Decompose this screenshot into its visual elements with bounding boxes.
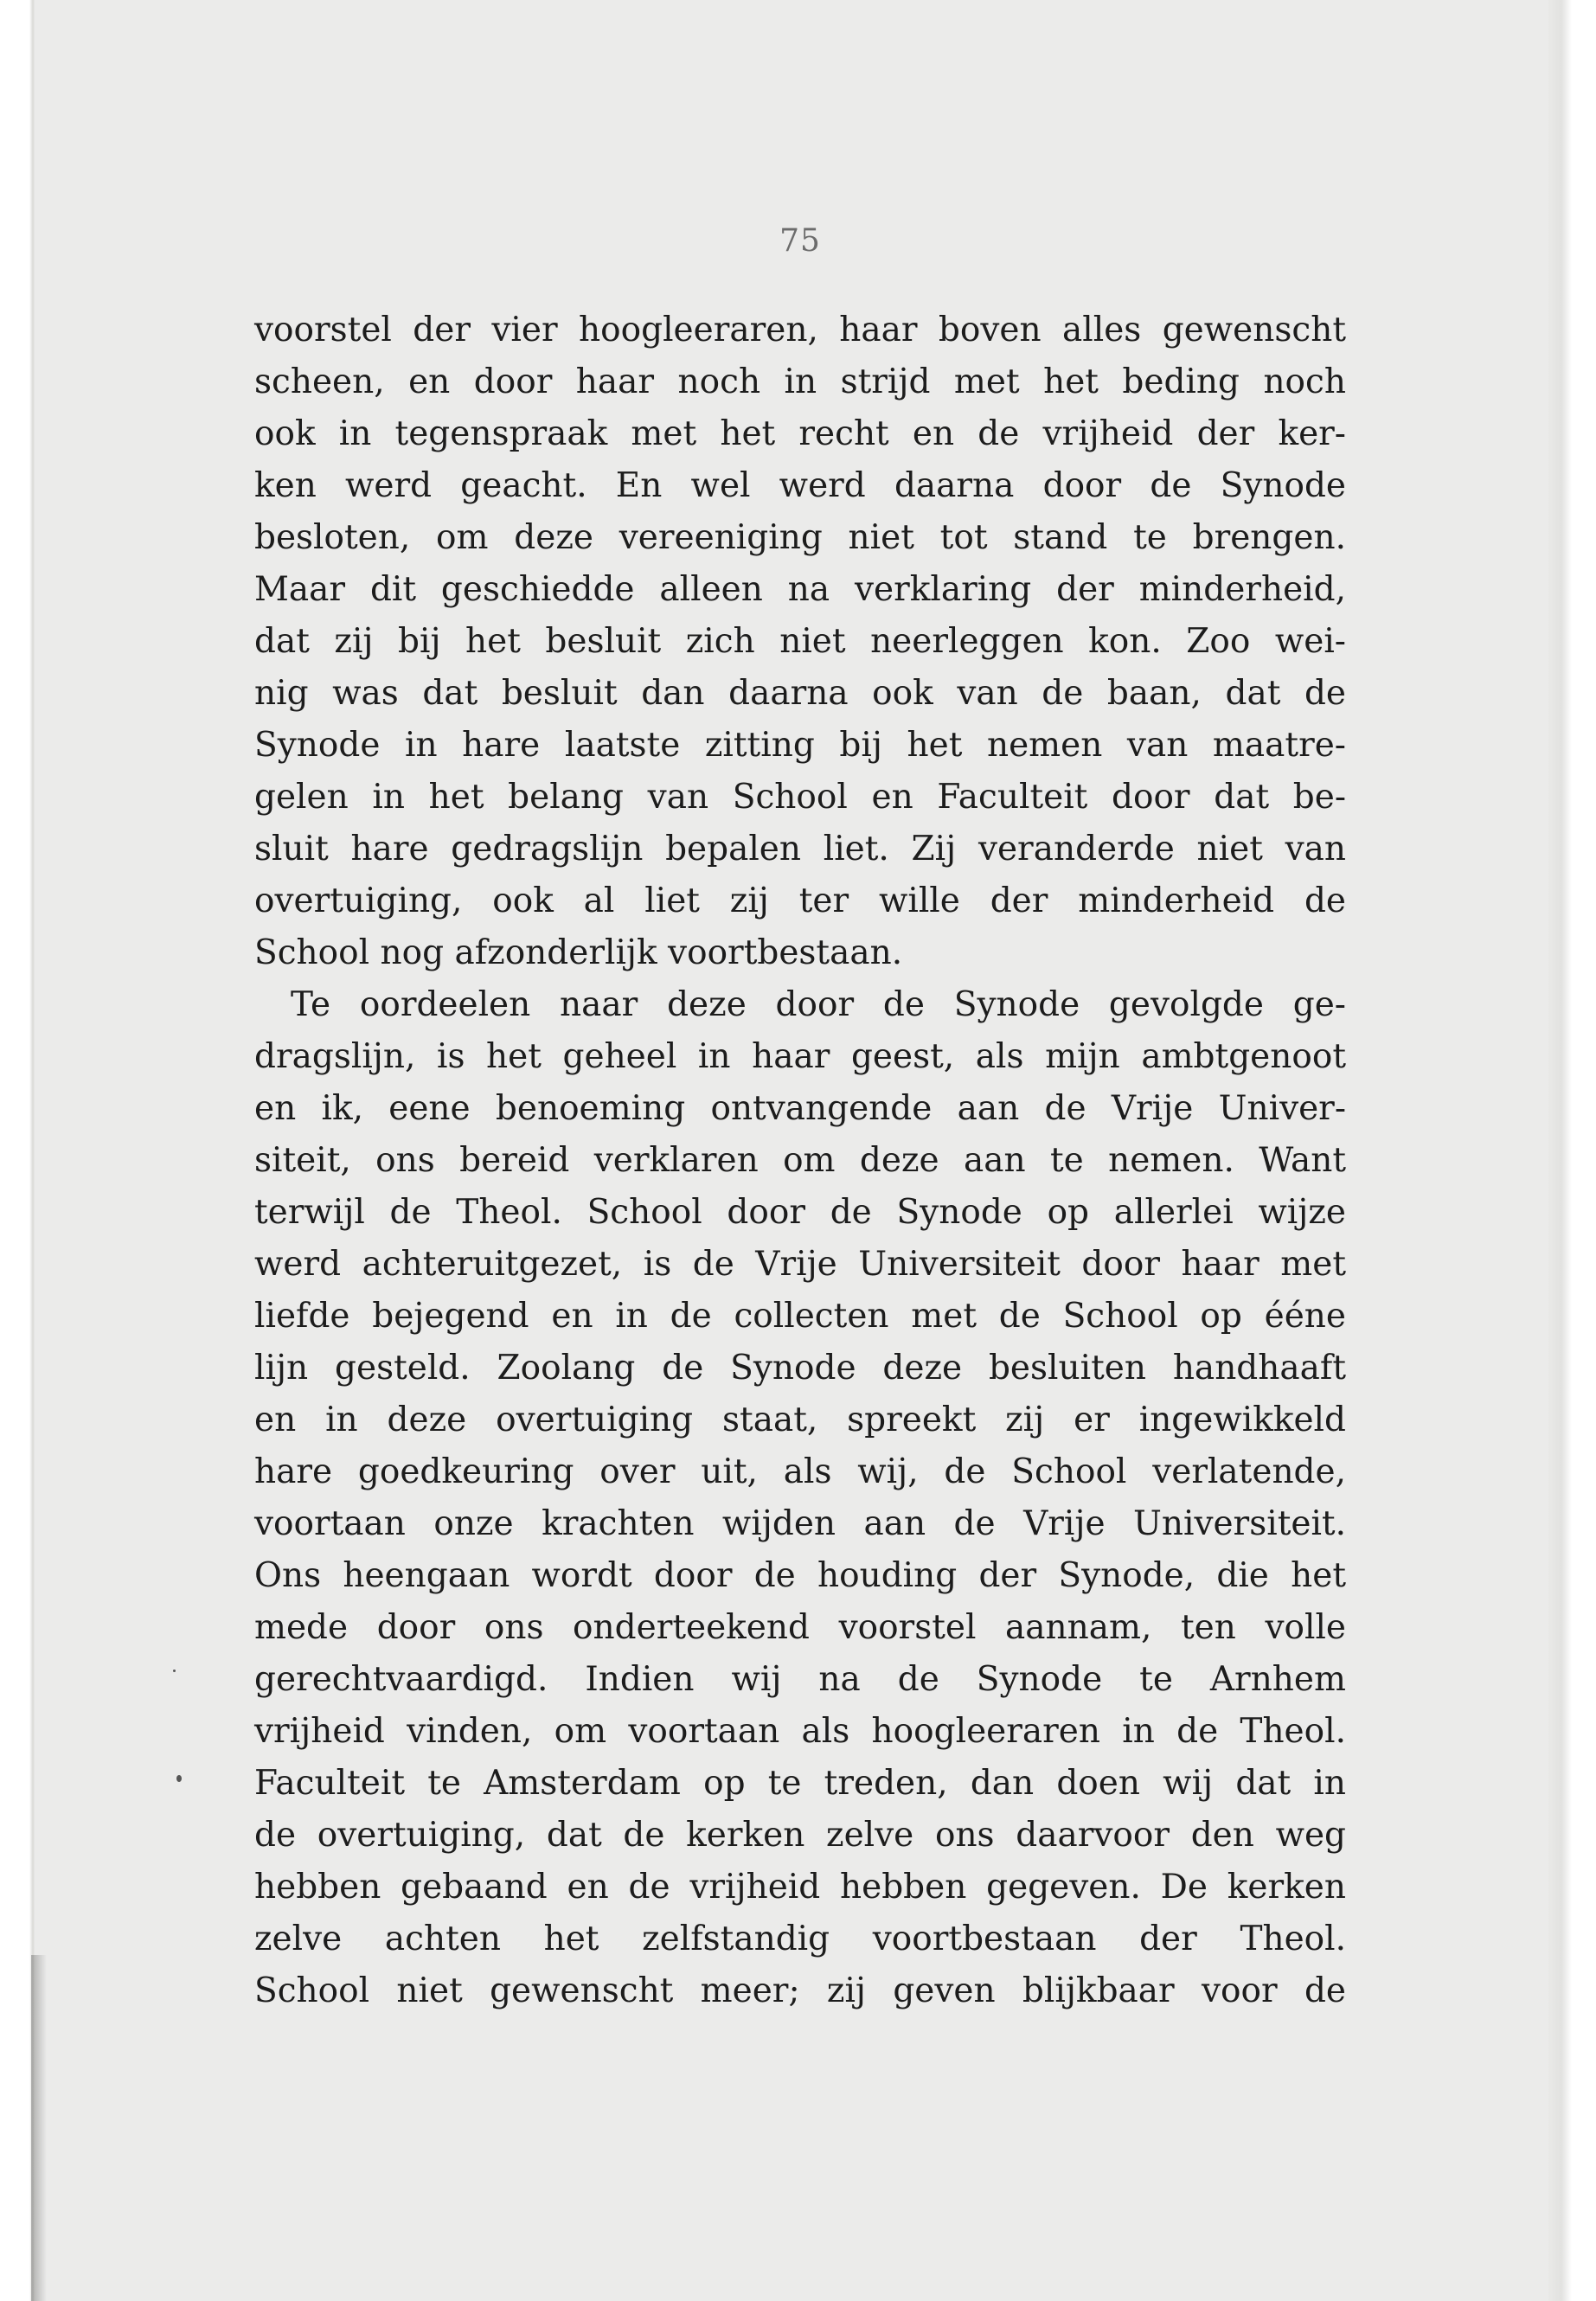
scan-left-margin: [0, 0, 35, 2301]
text-line: en ik, eene benoeming ontvangende aan de Vrije Univer-: [254, 1089, 1346, 1128]
text-line: School niet gewenscht meer; zij geven blijkbaar voor de: [254, 1971, 1346, 2010]
text-line: besloten, om deze vereeniging niet tot stand te brengen.: [254, 518, 1346, 557]
text-line: Synode in hare laatste zitting bij het nemen van maatre-: [254, 726, 1346, 765]
text-line: dat zij bij het besluit zich niet neerleggen kon. Zoo wei-: [254, 622, 1346, 661]
scan-shadow: [31, 1955, 47, 2301]
text-line: liefde bejegend en in de collecten met de School op ééne: [254, 1297, 1346, 1336]
text-line: hare goedkeuring over uit, als wij, de School verlatende,: [254, 1452, 1346, 1491]
text-line: Ons heengaan wordt door de houding der Synode, die het: [254, 1556, 1346, 1595]
text-line: voortaan onze krachten wijden aan de Vrije Universiteit.: [254, 1504, 1346, 1543]
text-line: sluit hare gedragslijn bepalen liet. Zij veranderde niet van: [254, 830, 1346, 868]
text-line: ook in tegenspraak met het recht en de vrijheid der ker-: [254, 414, 1346, 453]
text-line: lijn gesteld. Zoolang de Synode deze besluiten handhaaft: [254, 1349, 1346, 1388]
text-line: gerechtvaardigd. Indien wij na de Synode te Arnhem: [254, 1660, 1346, 1699]
text-line: voorstel der vier hoogleeraren, haar boven alles gewenscht: [254, 311, 1346, 349]
text-line: Faculteit te Amsterdam op te treden, dan doen wij dat in: [254, 1764, 1346, 1803]
text-line: werd achteruitgezet, is de Vrije Universiteit door haar met: [254, 1245, 1346, 1284]
text-line: gelen in het belang van School en Faculteit door dat be-: [254, 778, 1346, 817]
book-page: [35, 0, 1548, 2301]
text-line: overtuiging, ook al liet zij ter wille der minderheid de: [254, 881, 1346, 920]
text-line: de overtuiging, dat de kerken zelve ons daarvoor den weg: [254, 1816, 1346, 1855]
text-line: Maar dit geschiedde alleen na verklaring der minderheid,: [254, 570, 1346, 609]
paragraph-end-line: School nog afzonderlijk voortbestaan.: [254, 933, 903, 972]
text-line: nig was dat besluit dan daarna ook van de baan, dat de: [254, 674, 1346, 713]
scan-speck: [173, 1670, 176, 1672]
text-line: hebben gebaand en de vrijheid hebben gegeven. De kerken: [254, 1868, 1346, 1907]
page-number: 75: [779, 223, 821, 259]
scan-speck: [176, 1775, 182, 1782]
text-line: zelve achten het zelfstandig voortbestaan der Theol.: [254, 1920, 1346, 1958]
text-line: scheen, en door haar noch in strijd met het beding noch: [254, 362, 1346, 401]
text-line: dragslijn, is het geheel in haar geest, als mijn ambtgenoot: [254, 1037, 1346, 1076]
text-line: en in deze overtuiging staat, spreekt zij er ingewikkeld: [254, 1400, 1346, 1439]
text-line: vrijheid vinden, om voortaan als hoogleeraren in de Theol.: [254, 1712, 1346, 1751]
scan-right-margin: [1548, 0, 1596, 2301]
text-line: terwijl de Theol. School door de Synode op allerlei wijze: [254, 1193, 1346, 1232]
paragraph-start-line: Te oordeelen naar deze door de Synode gevolgde ge-: [291, 985, 1346, 1024]
text-line: mede door ons onderteekend voorstel aannam, ten volle: [254, 1608, 1346, 1647]
body-text: [254, 304, 1346, 2017]
text-line: siteit, ons bereid verklaren om deze aan te nemen. Want: [254, 1141, 1346, 1180]
text-line: ken werd geacht. En wel werd daarna door de Synode: [254, 466, 1346, 505]
